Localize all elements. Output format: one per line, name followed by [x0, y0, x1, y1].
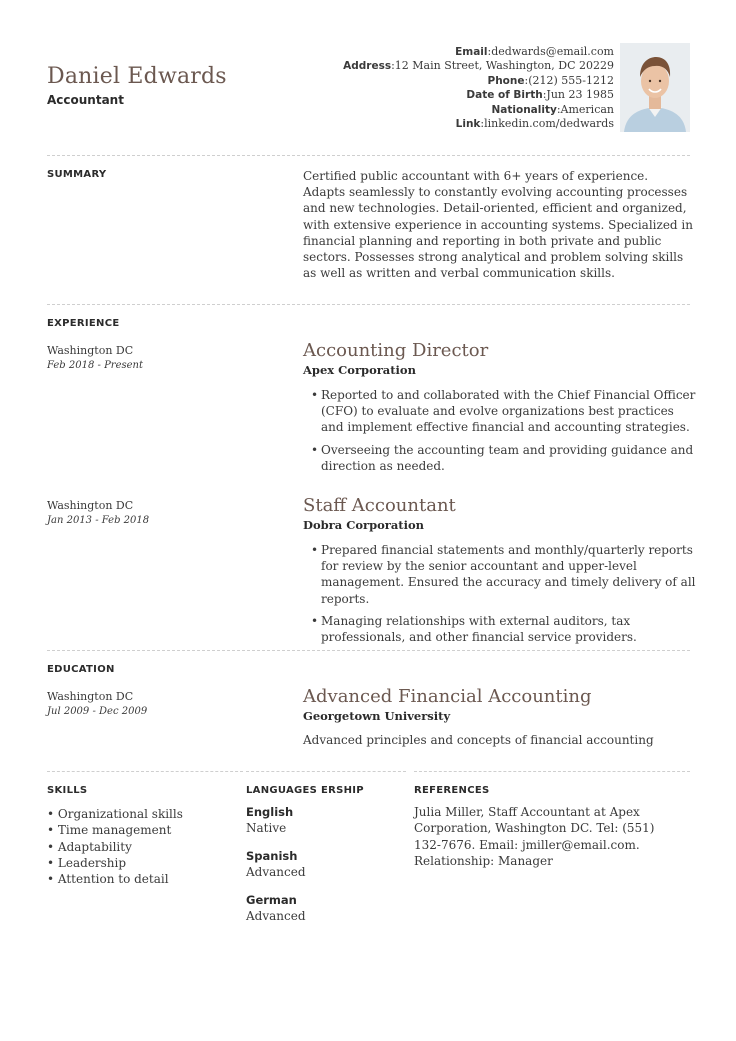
list-item: • Attention to detail: [47, 872, 169, 887]
job-location: Washington DC: [47, 499, 134, 512]
section-divider: [47, 304, 690, 305]
references-text: Julia Miller, Staff Accountant at Apex Corporation, Washington DC. Tel: (551) 132-7676. Email: jmiller@email.com. Relationship: Manager: [414, 805, 655, 868]
education-school: Georgetown University: [303, 709, 451, 723]
job-bullets: [311, 542, 696, 651]
contact-value: 12 Main Street, Washington, DC 20229: [394, 59, 614, 73]
language-name: English: [246, 805, 294, 819]
contact-label: Address: [343, 60, 392, 73]
language-name: Spanish: [246, 849, 298, 863]
contact-value: linkedin.com/dedwards: [484, 117, 614, 131]
language-item: [246, 892, 306, 924]
list-item: • Organizational skills: [47, 807, 183, 821]
references-heading: REFERENCES: [414, 785, 490, 796]
list-item: • Prepared financial statements and monthly/quarterly reports for review by the senior accountant and upper-level management. Ensured the accuracy and timely delivery of all reports.: [311, 543, 696, 606]
bullet-icon: •: [311, 543, 319, 557]
candidate-name: Daniel Edwards: [47, 64, 227, 89]
job-company: Apex Corporation: [303, 363, 416, 377]
list-item: • Overseeing the accounting team and providing guidance and direction as needed.: [311, 442, 694, 473]
bullet-icon: •: [47, 855, 55, 870]
section-divider: [414, 771, 690, 772]
contact-label: Phone: [487, 74, 525, 87]
contact-nationality: Nationality:American: [491, 102, 614, 116]
job-company: Dobra Corporation: [303, 518, 425, 532]
bullet-icon: •: [47, 872, 55, 887]
job-bullets: [311, 387, 696, 480]
list-item: • Leadership: [47, 855, 127, 870]
experience-heading: EXPERIENCE: [47, 318, 120, 329]
languages-heading: LANGUAGES ERSHIP: [246, 785, 364, 796]
contact-email: Email:dedwards@email.com: [455, 45, 614, 58]
contact-dob: Date of Birth:Jun 23 1985: [466, 88, 614, 102]
education-dates: Jul 2009 - Dec 2009: [47, 706, 148, 717]
contact-value: American: [560, 102, 614, 116]
bullet-icon: •: [311, 442, 319, 457]
job-dates: Jan 2013 - Feb 2018: [47, 515, 150, 526]
job-location: Washington DC: [47, 344, 134, 357]
contact-label: Date of Birth: [466, 89, 543, 102]
summary-heading: SUMMARY: [47, 169, 107, 180]
language-level: Native: [246, 821, 287, 835]
education-location: Washington DC: [47, 690, 134, 703]
profile-photo-image: [620, 43, 690, 132]
skills-heading: SKILLS: [47, 785, 88, 796]
contact-block: [343, 45, 614, 131]
job-title: Accounting Director: [303, 340, 489, 361]
section-divider: [47, 771, 243, 772]
contact-label: Email: [455, 46, 488, 58]
section-divider: [47, 650, 690, 651]
language-level: Advanced: [246, 909, 306, 923]
skills-list: [47, 806, 183, 887]
contact-phone: Phone:(212) 555-1212: [487, 73, 614, 87]
bullet-icon: •: [311, 388, 319, 402]
contact-value: Jun 23 1985: [546, 88, 614, 102]
profile-photo: [620, 43, 690, 132]
contact-address: Address:12 Main Street, Washington, DC 20229: [343, 59, 614, 73]
language-item: [246, 848, 306, 880]
bullet-icon: •: [311, 613, 319, 628]
education-heading: EDUCATION: [47, 664, 115, 675]
summary-text: Certified public accountant with 6+ years of experience. Adapts seamlessly to constantly evolving accounting processes and new technologies. Detail-oriented, efficient and organized, with extensive experience in accounting systems. Specialized in financial planning and reporting in both private and public sectors. Possesses strong analytical and problem solving skills as well as written and verbal communication skills.: [303, 169, 693, 281]
contact-value: (212) 555-1212: [528, 73, 614, 87]
language-level: Advanced: [246, 865, 306, 879]
list-item: • Adaptability: [47, 839, 132, 854]
list-item: • Reported to and collaborated with the Chief Financial Officer (CFO) to evaluate and evolve organizations best practices and implement effective financial and accounting strategies.: [311, 388, 696, 435]
job-title: Staff Accountant: [303, 495, 456, 516]
bullet-icon: •: [47, 839, 55, 854]
section-divider: [47, 155, 690, 156]
section-divider: [246, 771, 406, 772]
contact-label: Link: [455, 118, 481, 131]
contact-label: Nationality: [491, 103, 557, 116]
list-item: • Managing relationships with external auditors, tax professionals, and other financial service providers.: [311, 613, 637, 645]
candidate-role: Accountant: [47, 93, 124, 107]
list-item: • Time management: [47, 823, 172, 838]
education-degree: Advanced Financial Accounting: [303, 686, 592, 707]
bullet-icon: •: [47, 823, 55, 838]
education-description: Advanced principles and concepts of financial accounting: [303, 733, 654, 747]
language-name: German: [246, 893, 297, 907]
contact-value: dedwards@email.com: [491, 45, 614, 58]
job-dates: Feb 2018 - Present: [47, 360, 144, 371]
language-item: [246, 804, 293, 836]
bullet-icon: •: [47, 807, 55, 821]
contact-link: Link:linkedin.com/dedwards: [455, 117, 614, 131]
